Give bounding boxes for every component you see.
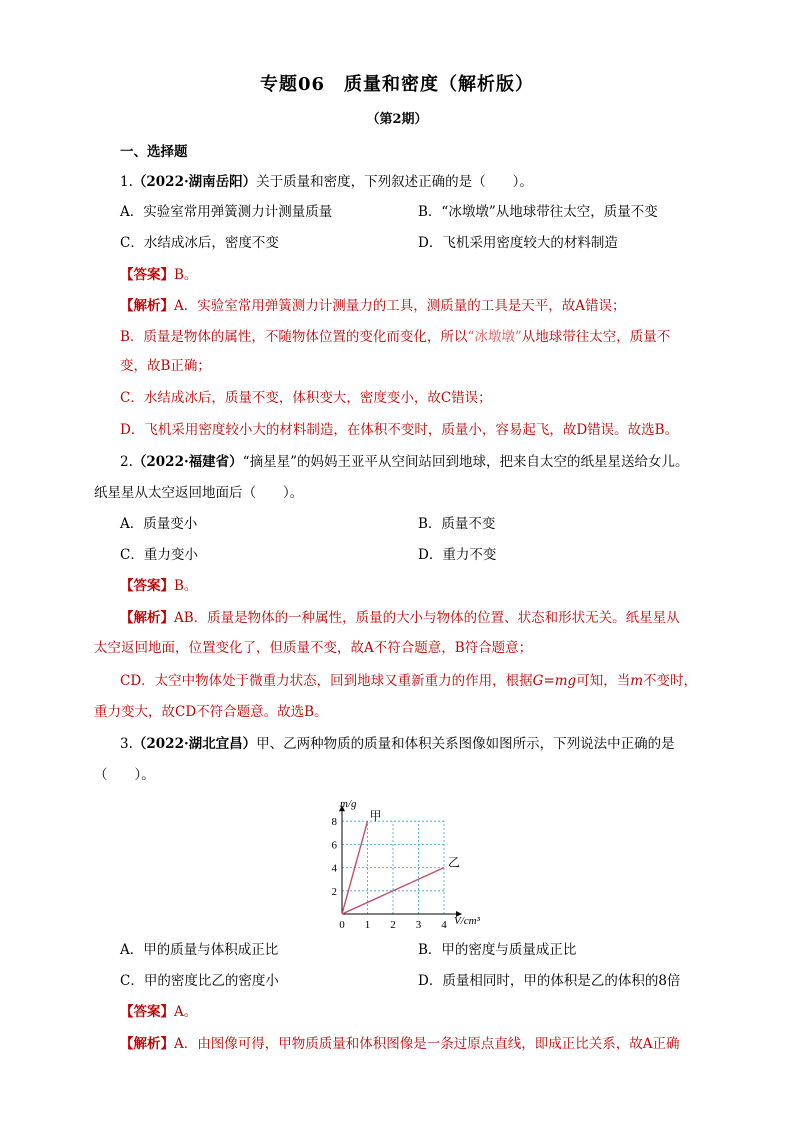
q1-analysis-line-3: 变，故B正确； — [120, 358, 211, 374]
analysis-label: 【解析】 — [120, 610, 174, 626]
q2-analysis-line-2: 太空返回地面，位置变化了，但质量不变，故A不符合题意，B符合题意； — [94, 640, 533, 656]
q1-analysis-line-2 — [120, 327, 720, 347]
y-tick-label: 6 — [331, 839, 337, 852]
x-tick-label: 2 — [390, 919, 396, 931]
x-tick-label: 3 — [415, 919, 422, 931]
question-2 — [120, 452, 720, 472]
analysis-text: 可知，当 — [576, 673, 631, 689]
y-tick-label: 2 — [331, 885, 337, 898]
q3-option-b: B．甲的密度与质量成正比 — [418, 942, 577, 958]
q2-option-a: A．质量变小 — [120, 516, 198, 532]
analysis-text: 不变时， — [643, 673, 698, 689]
q1-analysis-line-1 — [120, 296, 720, 316]
analysis-text: A．由图像可得，甲物质质量和体积图像是一条过原点直线，即成正比关系，故A正确 — [174, 1036, 680, 1052]
analysis-text: AB．质量是物体的一种属性，质量的大小与物体的位置、状态和形状无关。纸星星从 — [174, 610, 680, 626]
series-label: 甲 — [369, 809, 382, 824]
question-source: （2022·湖南岳阳） — [132, 174, 257, 190]
answer-value: A。 — [174, 1004, 198, 1020]
q1-analysis-line-4: C．水结成冰后，质量不变，体积变大，密度变小，故C错误； — [120, 390, 492, 406]
analysis-text: 从地球带往太空，质量不 — [521, 329, 671, 345]
page-title: 专题06 质量和密度（解析版） — [259, 74, 535, 95]
x-tick-label: 4 — [441, 919, 447, 931]
answer-label: 【答案】 — [120, 578, 174, 594]
answer-label: 【答案】 — [120, 1004, 174, 1020]
question-source: （2022·福建省） — [132, 454, 243, 470]
series-line-yi — [342, 868, 444, 914]
mass-volume-chart — [320, 798, 480, 937]
question-2-stem-cont: 纸星星从太空返回地面后（ ）。 — [94, 485, 304, 501]
variable: m — [630, 673, 644, 689]
y-tick-label: 4 — [331, 862, 337, 875]
q2-analysis-line-3 — [120, 671, 720, 691]
question-stem: “摘星星”的妈妈王亚平从空间站回到地球，把来自太空的纸星星送给女儿。 — [242, 454, 689, 470]
q1-answer — [120, 265, 720, 285]
q1-option-c: C．水结成冰后，密度不变 — [120, 235, 279, 251]
q3-option-d: D．质量相同时，甲的体积是乙的体积的8倍 — [418, 973, 681, 989]
analysis-label: 【解析】 — [120, 298, 174, 314]
question-number: 1. — [120, 174, 133, 190]
q3-answer — [120, 1002, 720, 1022]
question-number: 2. — [120, 454, 133, 470]
y-tick-label: 8 — [331, 816, 337, 829]
question-stem: 甲、乙两种物质的质量和体积关系图像如图所示，下列说法中正确的是 — [256, 736, 675, 752]
q3-analysis-line-1 — [120, 1034, 720, 1054]
answer-value: B。 — [174, 267, 198, 283]
y-axis-label: m/g — [340, 798, 357, 811]
answer-value: B。 — [174, 578, 198, 594]
analysis-text: CD．太空中物体处于微重力状态，回到地球又重新重力的作用，根据 — [120, 673, 533, 689]
q1-option-d: D．飞机采用密度较大的材料制造 — [418, 235, 618, 251]
q1-option-b: B．“冰墩墩”从地球带往太空，质量不变 — [418, 204, 658, 220]
series-label: 乙 — [448, 855, 461, 870]
question-stem: 关于质量和密度，下列叙述正确的是（ ）。 — [256, 174, 533, 190]
page-subtitle: （第2期） — [366, 112, 428, 127]
x-tick-label: 0 — [339, 919, 345, 931]
question-3 — [120, 734, 720, 754]
answer-label: 【答案】 — [120, 267, 174, 283]
analysis-quote: “冰墩墩” — [467, 329, 522, 345]
question-source: （2022·湖北宜昌） — [132, 736, 257, 752]
q2-answer — [120, 576, 720, 596]
analysis-text: A．实验室常用弹簧测力计测量力的工具，测质量的工具是天平，故A错误； — [174, 298, 626, 314]
q2-option-d: D．重力不变 — [418, 547, 497, 563]
question-1 — [120, 172, 720, 192]
q1-analysis-line-5: D．飞机采用密度较小大的材料制造，在体积不变时，质量小，容易起飞，故D错误。故选B。 — [120, 422, 679, 438]
q1-option-a: A．实验室常用弹簧测力计测量质量 — [120, 204, 333, 220]
analysis-text: B．质量是物体的属性，不随物体位置的变化而变化，所以 — [120, 329, 468, 345]
q2-option-b: B．质量不变 — [418, 516, 496, 532]
question-3-stem-cont: （ ）。 — [94, 767, 155, 783]
q3-option-c: C．甲的密度比乙的密度小 — [120, 973, 279, 989]
x-axis-label: V/cm³ — [454, 915, 480, 927]
formula: G=mg — [532, 673, 577, 689]
q2-analysis-line-4: 重力变大，故CD不符合题意。故选B。 — [94, 704, 328, 720]
q2-analysis-line-1 — [120, 608, 720, 628]
q3-option-a: A．甲的质量与体积成正比 — [120, 942, 279, 958]
q2-option-c: C．重力变小 — [120, 547, 198, 563]
section-heading: 一、选择题 — [120, 144, 188, 160]
analysis-label: 【解析】 — [120, 1036, 174, 1052]
question-number: 3. — [120, 736, 133, 752]
x-tick-label: 1 — [364, 919, 371, 931]
